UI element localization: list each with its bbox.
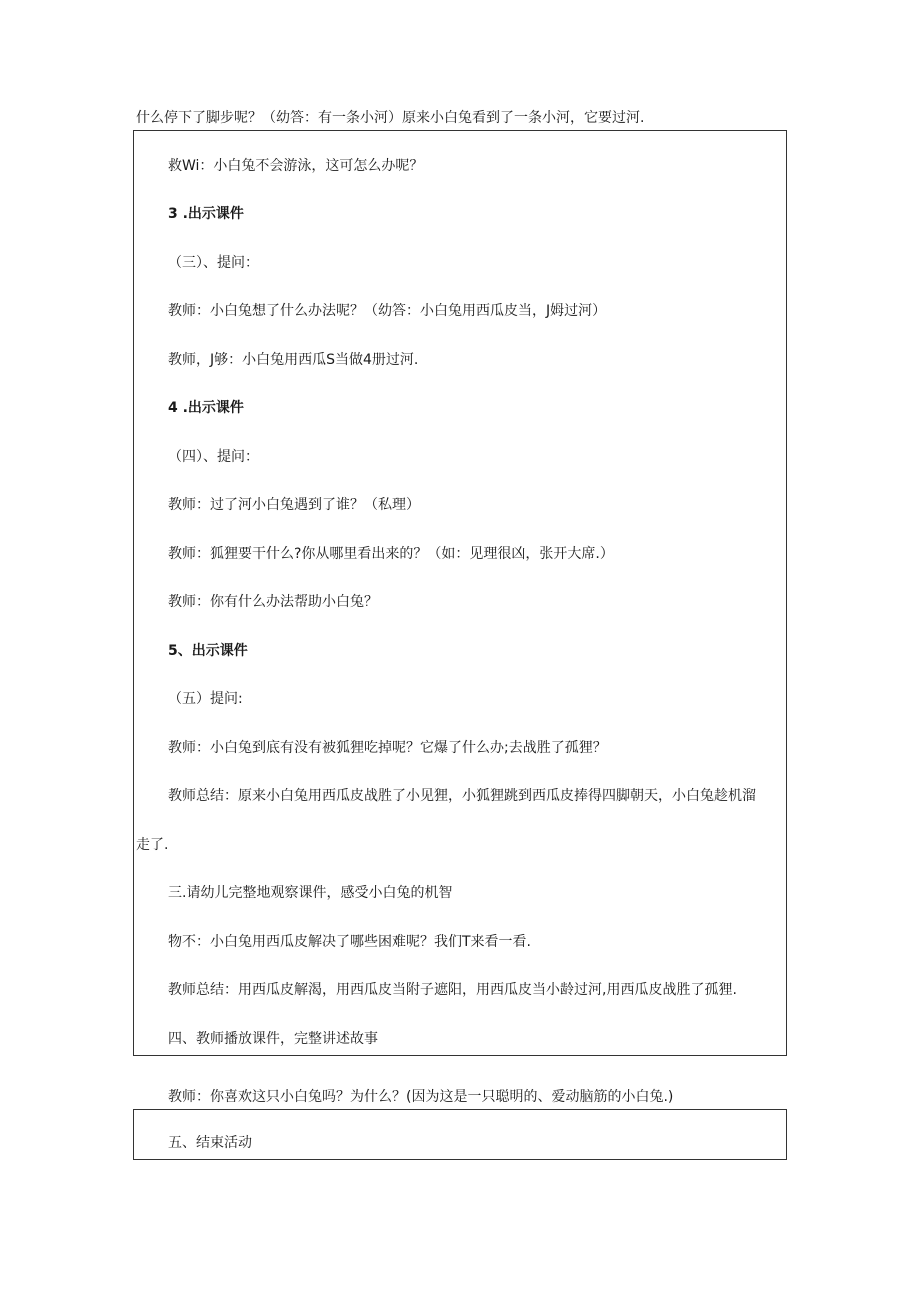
paragraph-summary: 教师总结：原来小白兔用西瓜皮战胜了小见狸，小狐狸跳到西瓜皮捧得四脚朝天，小白兔趁机溜	[168, 788, 756, 804]
paragraph-summary: 教师总结：用西瓜皮解渴，用西瓜皮当附子遮阳，用西瓜皮当小龄过河,用西瓜皮战胜了孤狸.	[168, 982, 737, 998]
subheading-3: （三）、提问：	[168, 255, 259, 271]
paragraph-teacher-question: 救Wi：小白兔不会游泳，这可怎么办呢？	[168, 158, 424, 174]
subheading-5: （五）提问:	[168, 691, 243, 707]
step-heading-5: 5、出示课件	[168, 643, 248, 659]
paragraph: 教师：小白兔到底有没有被狐狸吃掉呢？它爆了什么办;去战胜了孤狸？	[168, 740, 607, 756]
paragraph-between-cells: 教师：你喜欢这只小白兔吗？为什么？(因为这是一只聪明的、爱动脑筋的小白兔.)	[168, 1089, 674, 1105]
paragraph: 教师：过了河小白兔遇到了谁？（私理）	[168, 497, 420, 513]
step-heading-3: 3 .出示课件	[168, 206, 244, 222]
section-heading-5: 五、结束活动	[168, 1135, 252, 1151]
step-heading-4: 4 .出示课件	[168, 400, 244, 416]
paragraph-summary-continued: 走了.	[136, 837, 169, 853]
paragraph: 教师：小白兔想了什么办法呢？（幼答：小白兔用西瓜皮当，J姆过河）	[168, 303, 607, 319]
paragraph: 物不：小白兔用西瓜皮解决了哪些困难呢？我们T来看一看.	[168, 934, 532, 950]
intro-paragraph: 什么停下了脚步呢？（幼答：有一条小河）原来小白兔看到了一条小河，它要过河.	[136, 110, 645, 126]
paragraph: 教师，J够：小白兔用西瓜S当做4册过河.	[168, 352, 419, 368]
section-heading-4: 四、教师播放课件，完整讲述故事	[168, 1031, 378, 1047]
paragraph: 教师：你有什么办法帮助小白兔？	[168, 594, 378, 610]
section-heading-3: 三.请幼儿完整地观察课件，感受小白兔的机智	[168, 885, 453, 901]
subheading-4: （四）、提问：	[168, 449, 259, 465]
paragraph: 教师：狐狸要干什么?你从哪里看出来的？（如：见理很凶，张开大席.）	[168, 546, 614, 562]
